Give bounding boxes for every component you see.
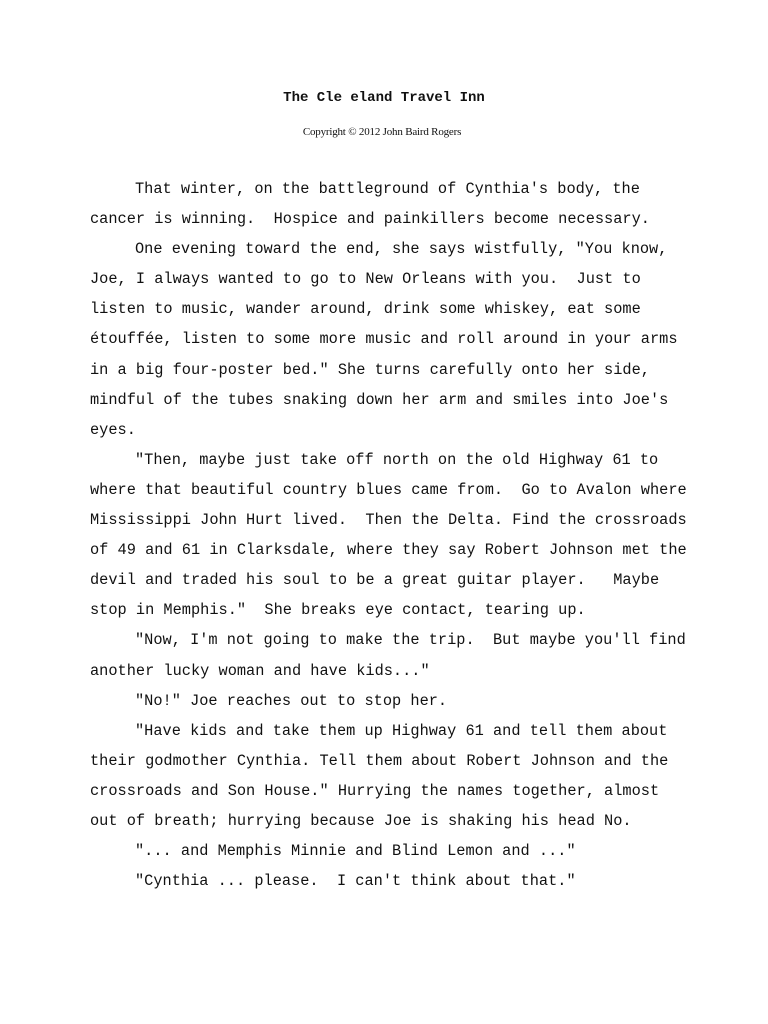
text-line: That winter, on the battleground of Cynthia's body, the <box>135 180 640 198</box>
text-line: listen to music, wander around, drink some whiskey, eat some <box>90 300 641 319</box>
text-line: "Have kids and take them up Highway 61 and tell them about <box>135 721 668 740</box>
text-line: devil and traded his soul to be a great guitar player. Maybe <box>90 571 660 590</box>
document-title: The Cle eland Travel Inn <box>283 90 485 106</box>
text-line: stop in Memphis." She breaks eye contact, tearing up. <box>90 601 586 620</box>
text-line: "Cynthia ... please. I can't think about that." <box>135 872 576 891</box>
text-line: "Now, I'm not going to make the trip. But maybe you'll find <box>135 631 686 650</box>
story-text <box>90 174 690 896</box>
text-line: in a big four-poster bed." She turns carefully onto her side, <box>90 360 650 379</box>
text-line: "... and Memphis Minnie and Blind Lemon and ..." <box>135 842 576 861</box>
text-line: eyes. <box>90 420 136 439</box>
text-line: One evening toward the end, she says wistfully, "You know, <box>135 240 668 259</box>
text-line: étouffée, listen to some more music and roll around in your arms <box>90 330 678 349</box>
text-line: Joe, I always wanted to go to New Orleans with you. Just to <box>90 270 641 289</box>
text-line: where that beautiful country blues came from. Go to Avalon where <box>90 480 687 499</box>
text-line: their godmother Cynthia. Tell them about Robert Johnson and the <box>90 751 669 770</box>
text-line: crossroads and Son House." Hurrying the names together, almost <box>90 781 660 800</box>
text-line: Mississippi John Hurt lived. Then the Delta. Find the crossroads <box>90 511 687 530</box>
text-line: "No!" Joe reaches out to stop her. <box>135 691 448 710</box>
text-line: "Then, maybe just take off north on the old Highway 61 to <box>135 450 659 469</box>
copyright-notice: Copyright © 2012 John Baird Rogers <box>302 126 462 138</box>
text-line: cancer is winning. Hospice and painkillers become necessary. <box>90 210 650 229</box>
text-line: mindful of the tubes snaking down her arm and smiles into Joe's <box>90 390 669 409</box>
text-line: another lucky woman and have kids..." <box>90 661 430 680</box>
text-line: of 49 and 61 in Clarksdale, where they say Robert Johnson met the <box>90 541 687 560</box>
text-line: out of breath; hurrying because Joe is shaking his head No. <box>90 811 632 830</box>
